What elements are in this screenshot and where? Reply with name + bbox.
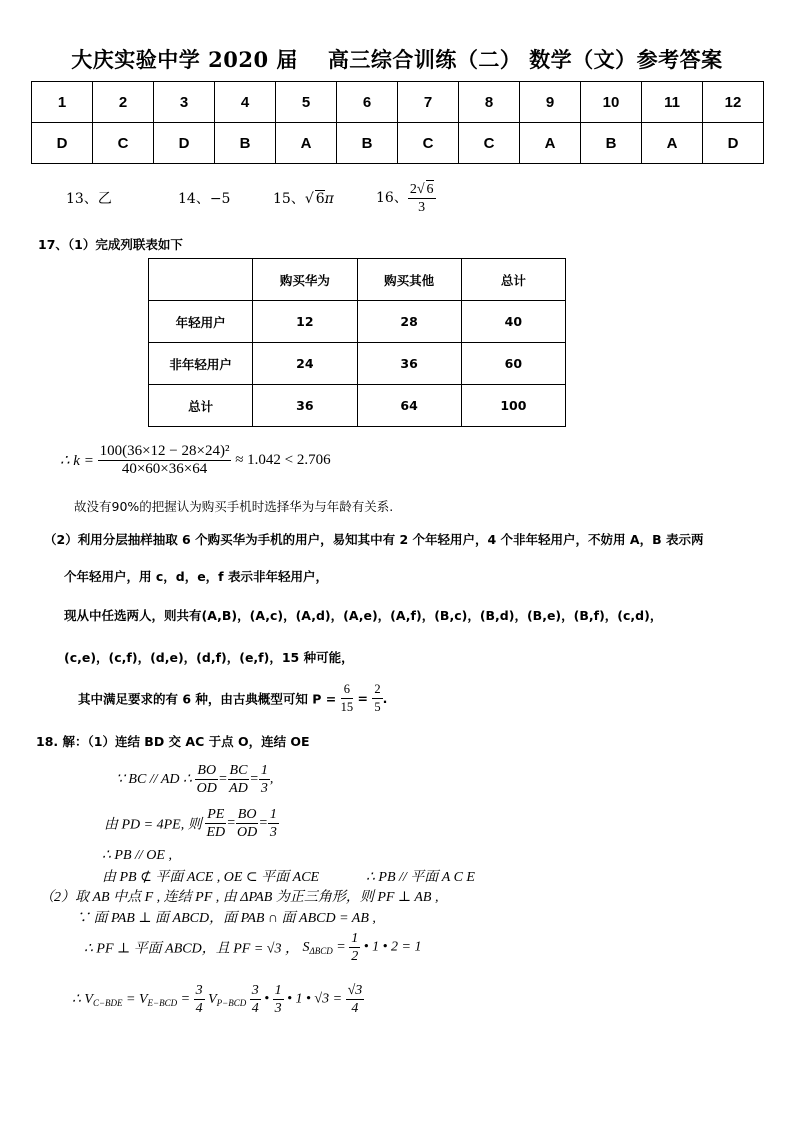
k-formula: ∴ k = $\frac{\text{100(36×12 − 28×24)²}}{40\times 60\times 36\times 64}$ ≈ 1.042 < 2.706 xyxy=(60,443,331,477)
q18-line5a: 由 PB ⊄ 平面 ACE , OE ⊂ 平面 ACE xyxy=(102,870,320,885)
q18-line9: ∴ $V_{C-BDE} = V_{E-BCD}$ = $\frac{3}{4}$ $V_{P-BCD}$ $\frac{3}{4}$ • $\frac{1}{3}$ • 1 • √3 = $\frac{√3}{4}$ xyxy=(72,983,363,1016)
q18-line7: ∵ 面 PAB ⊥ 面 ABCD，面 PAB ∩ 面 ABCD = AB , xyxy=(76,911,376,926)
question-number: 11 xyxy=(642,82,703,123)
question-number: 4 xyxy=(215,82,276,123)
answer-letter: A xyxy=(520,123,581,164)
answer-letter: A xyxy=(276,123,337,164)
table-header: 购买华为 xyxy=(253,259,357,301)
title-part2: 高三综合训练（二） 数学（文）参考答案 xyxy=(327,47,723,72)
answer-letter: C xyxy=(398,123,459,164)
question-number: 8 xyxy=(459,82,520,123)
question-number: 12 xyxy=(703,82,764,123)
question-number: 6 xyxy=(337,82,398,123)
table-cell xyxy=(149,259,253,301)
answer-letter: B xyxy=(581,123,642,164)
q17-part2-line2: 个年轻用户，用 c，d，e，f 表示非年轻用户， xyxy=(64,569,328,584)
q17-part2-line1: （2）利用分层抽样抽取 6 个购买华为手机的用户，易知其中有 2 个年轻用户，4 个非年轻用户，不妨用 A，B 表示两 xyxy=(44,532,704,547)
q17-part2-line3: 现从中任选两人，则共有(A,B)，(A,c)，(A,d)，(A,e)，(A,f)，(B,c)，(B,d)，(B,e)，(B,f)，(c,d)， xyxy=(64,608,663,623)
answer-letter: B xyxy=(215,123,276,164)
answer-16: 16、 $\frac{2√ 6}{3}$ xyxy=(376,182,434,215)
table-cell: 年轻用户 xyxy=(149,301,253,343)
q18-line2: ∵ BC // AD ∴ $\frac{BO}{OD}$ = $\frac{BC}{AD}$ = $\frac{1}{3}$ , xyxy=(116,763,274,796)
question-number: 7 xyxy=(398,82,459,123)
table-cell: 60 xyxy=(461,343,565,385)
q18-line1: 18. 解：（1）连结 BD 交 AC 于点 O，连结 OE xyxy=(36,734,310,749)
table-cell: 40 xyxy=(461,301,565,343)
q18-line8: ∴ PF ⊥ 平面 ABCD，且 PF = √3 ， $S_{\Delta BCD}$ = $\frac{1}{2}$ • 1 • 2 = 1 xyxy=(84,931,422,964)
answer-letter: C xyxy=(459,123,520,164)
table-cell: 总计 xyxy=(149,385,253,427)
title-part1: 大庆实验中学 2020 届 xyxy=(71,47,298,72)
table-cell: 64 xyxy=(357,385,461,427)
answer-letter: D xyxy=(32,123,93,164)
table-cell: 100 xyxy=(461,385,565,427)
page-title xyxy=(0,44,794,74)
answer-14: 14、−5 xyxy=(178,191,231,207)
answer-letter: B xyxy=(337,123,398,164)
table-row xyxy=(149,343,566,385)
question-number: 2 xyxy=(93,82,154,123)
q17-header: 17、（1）完成列联表如下 xyxy=(38,237,183,252)
contingency-table xyxy=(148,258,566,427)
table-cell: 36 xyxy=(357,343,461,385)
table-row xyxy=(149,259,566,301)
question-number: 10 xyxy=(581,82,642,123)
q18-line5b: ∴ PB // 平面 A C E xyxy=(366,870,475,885)
table-cell: 12 xyxy=(253,301,357,343)
q17-part2-probability: 其中满足要求的有 6 种，由古典概型可知 P = $\frac{6}{15}$ = $\frac{2}{5}$ . xyxy=(78,682,388,714)
table-cell: 28 xyxy=(357,301,461,343)
table-header: 总计 xyxy=(461,259,565,301)
q18-line6: （2）取 AB 中点 F , 连结 PF , 由 ΔPAB 为正三角形，则 PF ⊥ AB , xyxy=(40,890,439,905)
question-number: 5 xyxy=(276,82,337,123)
answer-letter: A xyxy=(642,123,703,164)
table-row xyxy=(149,301,566,343)
answer-letter: D xyxy=(703,123,764,164)
table-cell: 非年轻用户 xyxy=(149,343,253,385)
table-row xyxy=(149,385,566,427)
answer-numbers-row xyxy=(32,82,764,123)
answer-letter: D xyxy=(154,123,215,164)
question-number: 1 xyxy=(32,82,93,123)
q18-line4: ∴ PB // OE , xyxy=(102,848,172,863)
question-number: 3 xyxy=(154,82,215,123)
fill-in-answers xyxy=(66,180,436,216)
answer-15: 15、√ 6π xyxy=(273,191,334,207)
q17-part2-line4: (c,e)，(c,f)，(d,e)，(d,f)，(e,f)，15 种可能， xyxy=(64,650,354,665)
question-number: 9 xyxy=(520,82,581,123)
answer-13: 13、乙 xyxy=(66,191,112,207)
answer-letters-row xyxy=(32,123,764,164)
table-cell: 36 xyxy=(253,385,357,427)
q17-conclusion: 故没有90%的把握认为购买手机时选择华为与年龄有关系. xyxy=(74,499,394,514)
table-cell: 24 xyxy=(253,343,357,385)
table-header: 购买其他 xyxy=(357,259,461,301)
q18-line3: 由 PD = 4PE, 则 $\frac{PE}{ED}$ = $\frac{BO}{OD}$ = $\frac{1}{3}$ xyxy=(104,807,277,840)
answer-letter: C xyxy=(93,123,154,164)
answer-table xyxy=(31,81,764,164)
